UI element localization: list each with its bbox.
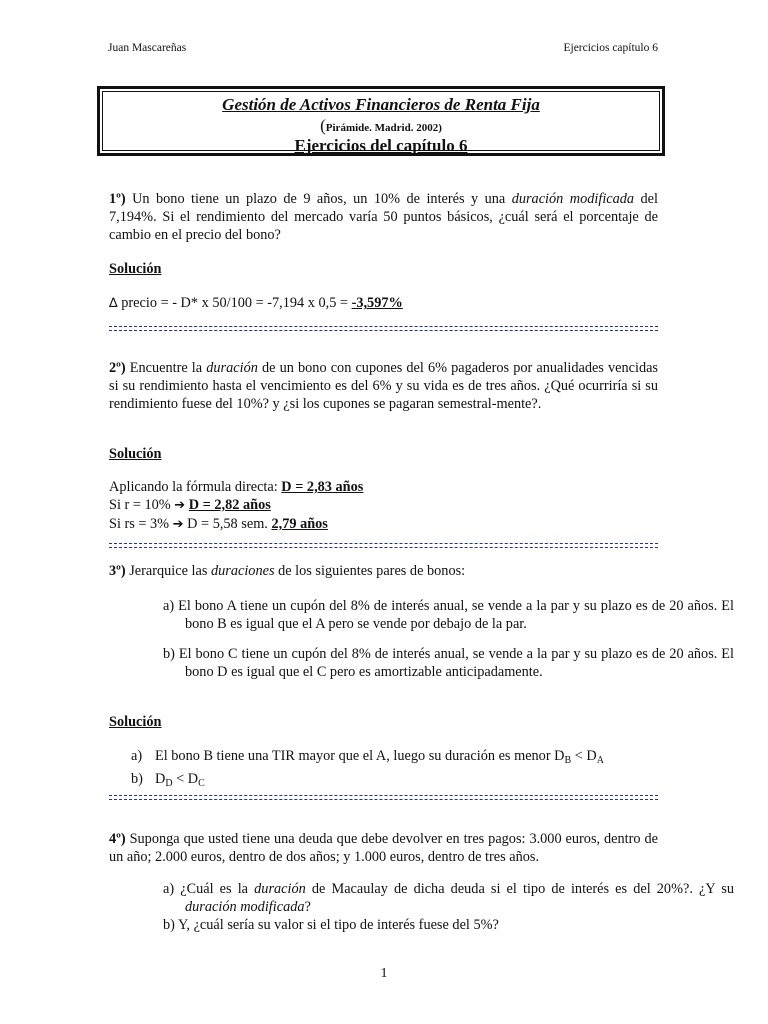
sol-b-sub-2: C: [198, 778, 205, 789]
separator-1: [109, 326, 658, 331]
exercise-2-text-a: Encuentre la: [125, 360, 207, 376]
exercise-2-text-b: de un bono con cupones del 6% pagaderos por anualidades vencidas si su rendimiento hasta el vencimiento es del 6% y su vida es de tres años. ¿Qué ocurriría si su rendimiento fuese del 10%? y ¿si los cupones se pagaran semestral-mente?.: [109, 360, 659, 412]
exercise-3-solution-label: Solución: [109, 714, 162, 730]
publisher-line: [100, 116, 662, 136]
line-2-result: D = 2,82 años: [188, 497, 271, 513]
item-a-emphasis-2: duración modificada: [185, 899, 305, 915]
exercise-2-line-1: [109, 478, 658, 496]
exercise-1-text-b: del 7,194%. Si el rendimiento del mercado varía 50 puntos básicos, ¿cuál será el porcentaje de cambio en el precio del bono?: [109, 191, 659, 243]
exercise-4-number: 4º): [109, 831, 126, 847]
line-1-text: Aplicando la fórmula directa:: [109, 479, 282, 495]
exercise-1-statement: [109, 190, 658, 244]
page-number: 1: [380, 966, 388, 981]
exercise-1-emphasis: duración modificada: [511, 191, 635, 207]
exercise-3-solution-b: [131, 770, 658, 793]
publisher: Pirámide. Madrid. 2002): [325, 122, 442, 134]
exercise-2-emphasis: duración: [206, 360, 258, 376]
sol-b-d: D: [155, 771, 166, 787]
item-a-text-2: de Macaulay de dicha deuda si el tipo de interés es del 20%?. ¿Y su: [305, 881, 734, 897]
exercise-3-statement: [109, 562, 658, 580]
sol-b-sub-1: D: [165, 778, 173, 789]
line-1-result: D = 2,83 años: [281, 479, 364, 495]
exercise-3-solution-a: [131, 747, 658, 770]
sol-a-sub-1: B: [564, 755, 572, 766]
line-3-middle: D = 5,58 sem.: [183, 516, 272, 532]
exercise-1-result: -3,597%: [351, 295, 403, 311]
exercise-3-item-a: a) El bono A tiene un cupón del 8% de interés anual, se vende a la par y su plazo es de 20 años. El bono B es igual que el A pero se vende por debajo de la par.: [163, 598, 734, 632]
exercise-3-emphasis: duraciones: [210, 563, 275, 579]
delta-symbol: ∆: [109, 296, 118, 311]
sol-a-text: El bono B tiene una TIR mayor que el A, luego su duración es menor D: [155, 748, 565, 764]
item-a-text-3: ?: [304, 899, 311, 915]
separator-2: [109, 543, 658, 548]
exercise-4-text: Suponga que usted tiene una deuda que debe devolver en tres pagos: 3.000 euros, dentro de un año; 2.000 euros, dentro de dos años; y 1.000 euros, dentro de tres años.: [109, 831, 658, 865]
exercise-1-solution-text: precio = - D* x 50/100 = -7,194 x 0,5 =: [117, 295, 352, 311]
exercise-2-line-2: [109, 496, 658, 515]
exercise-2-line-3: [109, 515, 658, 534]
header-chapter: Ejercicios capítulo 6: [563, 42, 658, 54]
exercise-3-number: 3º): [109, 563, 126, 579]
sol-a-label: a): [131, 748, 143, 764]
line-3-result: 2,79 años: [271, 516, 328, 532]
line-3-text: Si rs = 3%: [109, 516, 173, 532]
line-2-text: Si r = 10%: [109, 497, 175, 513]
exercise-3-solution: [109, 747, 658, 793]
exercise-3-text-a: Jerarquice las: [125, 563, 211, 579]
book-title: Gestión de Activos Financieros de Renta Fija: [222, 95, 540, 114]
open-paren: (: [320, 116, 326, 135]
exercise-4-item-b: b) Y, ¿cuál sería su valor si el tipo de interés fuese del 5%?: [163, 917, 499, 933]
sol-a-lt: < D: [571, 748, 597, 764]
right-arrow-icon: ➔: [172, 517, 184, 532]
title-box: [97, 86, 665, 156]
item-a-emphasis-1: duración: [254, 881, 306, 897]
exercise-1-solution: [109, 294, 658, 313]
exercise-1-number: 1º): [109, 191, 126, 207]
exercise-3-item-b: b) El bono C tiene un cupón del 8% de interés anual, se vende a la par y su plazo es de 20 años. El bono D es igual que el C pero es amortizable anticipadamente.: [163, 646, 734, 680]
sol-b-label: b): [131, 771, 143, 787]
sol-b-lt: < D: [172, 771, 199, 787]
exercise-2-statement: [109, 359, 658, 413]
exercise-2-solution: [109, 478, 658, 534]
header-author: Juan Mascareñas: [108, 42, 187, 54]
sol-a-sub-2: A: [596, 755, 604, 766]
exercise-2-solution-label: Solución: [109, 446, 162, 462]
chapter-title: Ejercicios del capítulo 6: [294, 136, 468, 155]
exercise-4-item-a: [109, 880, 734, 916]
right-arrow-icon: ➔: [174, 498, 186, 513]
exercise-3-text-b: de los siguientes pares de bonos:: [274, 563, 466, 579]
exercise-1-solution-label: Solución: [109, 261, 162, 277]
item-a-text-1: a) ¿Cuál es la: [163, 881, 255, 897]
exercise-4-statement: [109, 830, 658, 866]
separator-3: [109, 795, 658, 800]
exercise-1-text-a: Un bono tiene un plazo de 9 años, un 10% de interés y una: [125, 191, 512, 207]
exercise-2-number: 2º): [109, 360, 126, 376]
